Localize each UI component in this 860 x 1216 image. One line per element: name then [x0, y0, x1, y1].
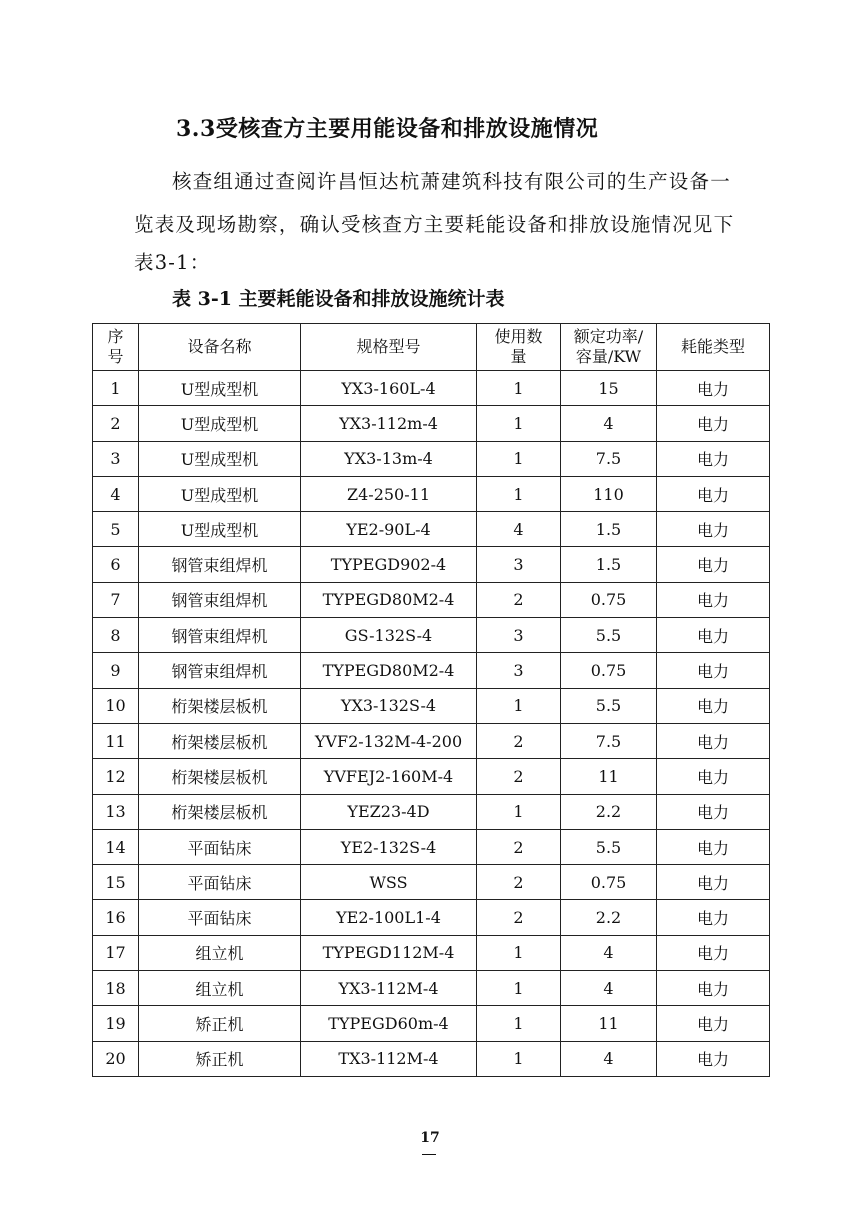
cell-qty: 1 — [477, 794, 561, 829]
cell-qty: 1 — [477, 688, 561, 723]
cell-no: 5 — [93, 512, 139, 547]
cell-name: 矫正机 — [139, 1006, 301, 1041]
cell-model: GS-132S-4 — [301, 618, 477, 653]
cell-no: 17 — [93, 935, 139, 970]
cell-name: 组立机 — [139, 971, 301, 1006]
cell-power: 110 — [561, 476, 657, 511]
cell-energy: 电力 — [657, 935, 770, 970]
cell-qty: 4 — [477, 512, 561, 547]
header-power-line1: 额定功率/ — [573, 327, 644, 346]
cell-name: 平面钻床 — [139, 865, 301, 900]
cell-energy: 电力 — [657, 723, 770, 758]
header-power-line2: 容量/KW — [575, 347, 642, 366]
cell-qty: 2 — [477, 900, 561, 935]
cell-energy: 电力 — [657, 794, 770, 829]
header-model: 规格型号 — [301, 324, 477, 371]
cell-energy: 电力 — [657, 512, 770, 547]
cell-energy: 电力 — [657, 618, 770, 653]
cell-model: WSS — [301, 865, 477, 900]
cell-model: YE2-90L-4 — [301, 512, 477, 547]
cell-model: TYPEGD902-4 — [301, 547, 477, 582]
table-row — [93, 829, 770, 864]
table-row — [93, 547, 770, 582]
cell-no: 2 — [93, 406, 139, 441]
header-energy: 耗能类型 — [657, 324, 770, 371]
cell-energy: 电力 — [657, 865, 770, 900]
cell-qty: 2 — [477, 723, 561, 758]
cell-qty: 1 — [477, 1006, 561, 1041]
cell-qty: 3 — [477, 547, 561, 582]
table-caption: 表 3-1 主要耗能设备和排放设施统计表 — [172, 288, 505, 310]
cell-energy: 电力 — [657, 653, 770, 688]
cell-no: 13 — [93, 794, 139, 829]
section-heading: 3.3受核查方主要用能设备和排放设施情况 — [176, 116, 599, 142]
cell-qty: 2 — [477, 759, 561, 794]
header-qty-line1: 使用数 — [494, 327, 543, 346]
cell-name: 矫正机 — [139, 1041, 301, 1076]
cell-power: 0.75 — [561, 865, 657, 900]
cell-name: 钢管束组焊机 — [139, 653, 301, 688]
cell-model: YX3-13m-4 — [301, 441, 477, 476]
cell-model: YEZ23-4D — [301, 794, 477, 829]
cell-energy: 电力 — [657, 406, 770, 441]
cell-no: 1 — [93, 371, 139, 406]
table-row — [93, 1006, 770, 1041]
cell-name: 平面钻床 — [139, 829, 301, 864]
cell-qty: 2 — [477, 865, 561, 900]
cell-power: 4 — [561, 406, 657, 441]
cell-model: YX3-160L-4 — [301, 371, 477, 406]
cell-model: TYPEGD112M-4 — [301, 935, 477, 970]
cell-model: YVF2-132M-4-200 — [301, 723, 477, 758]
cell-no: 6 — [93, 547, 139, 582]
cell-qty: 1 — [477, 935, 561, 970]
cell-model: TYPEGD80M2-4 — [301, 582, 477, 617]
table-row — [93, 406, 770, 441]
cell-model: YX3-132S-4 — [301, 688, 477, 723]
cell-model: YE2-100L1-4 — [301, 900, 477, 935]
cell-qty: 3 — [477, 618, 561, 653]
table-row — [93, 476, 770, 511]
cell-power: 11 — [561, 1006, 657, 1041]
cell-power: 2.2 — [561, 900, 657, 935]
cell-power: 5.5 — [561, 829, 657, 864]
cell-model: YX3-112m-4 — [301, 406, 477, 441]
cell-power: 5.5 — [561, 688, 657, 723]
cell-power: 15 — [561, 371, 657, 406]
cell-no: 4 — [93, 476, 139, 511]
table-row — [93, 759, 770, 794]
cell-power: 2.2 — [561, 794, 657, 829]
cell-name: U型成型机 — [139, 512, 301, 547]
cell-no: 10 — [93, 688, 139, 723]
table-header-row — [93, 324, 770, 371]
cell-name: U型成型机 — [139, 476, 301, 511]
table-row — [93, 688, 770, 723]
table-row — [93, 618, 770, 653]
cell-qty: 1 — [477, 476, 561, 511]
cell-power: 11 — [561, 759, 657, 794]
cell-model: YE2-132S-4 — [301, 829, 477, 864]
cell-energy: 电力 — [657, 759, 770, 794]
cell-name: 钢管束组焊机 — [139, 618, 301, 653]
header-no — [93, 324, 139, 371]
cell-name: 钢管束组焊机 — [139, 547, 301, 582]
header-qty-line2: 量 — [510, 347, 527, 366]
cell-model: TYPEGD80M2-4 — [301, 653, 477, 688]
table-row — [93, 794, 770, 829]
table-body — [93, 371, 770, 1077]
cell-qty: 3 — [477, 653, 561, 688]
cell-energy: 电力 — [657, 1006, 770, 1041]
cell-power: 4 — [561, 1041, 657, 1076]
header-no-line2: 号 — [107, 347, 124, 366]
page-number-underline — [422, 1154, 436, 1155]
cell-energy: 电力 — [657, 900, 770, 935]
cell-power: 4 — [561, 971, 657, 1006]
cell-power: 4 — [561, 935, 657, 970]
cell-power: 5.5 — [561, 618, 657, 653]
cell-power: 0.75 — [561, 582, 657, 617]
cell-qty: 1 — [477, 441, 561, 476]
cell-no: 15 — [93, 865, 139, 900]
cell-no: 9 — [93, 653, 139, 688]
table-row — [93, 1041, 770, 1076]
cell-no: 7 — [93, 582, 139, 617]
cell-qty: 1 — [477, 971, 561, 1006]
cell-name: 桁架楼层板机 — [139, 688, 301, 723]
table-row — [93, 371, 770, 406]
paragraph-line-1: 核查组通过查阅许昌恒达杭萧建筑科技有限公司的生产设备一 — [172, 170, 731, 193]
table-row — [93, 971, 770, 1006]
cell-qty: 1 — [477, 371, 561, 406]
cell-no: 18 — [93, 971, 139, 1006]
table-row — [93, 512, 770, 547]
cell-energy: 电力 — [657, 371, 770, 406]
cell-no: 16 — [93, 900, 139, 935]
cell-power: 1.5 — [561, 547, 657, 582]
cell-name: 桁架楼层板机 — [139, 723, 301, 758]
cell-name: 桁架楼层板机 — [139, 794, 301, 829]
cell-power: 0.75 — [561, 653, 657, 688]
cell-no: 14 — [93, 829, 139, 864]
cell-model: YVFEJ2-160M-4 — [301, 759, 477, 794]
cell-name: 平面钻床 — [139, 900, 301, 935]
cell-qty: 1 — [477, 406, 561, 441]
cell-power: 7.5 — [561, 723, 657, 758]
cell-energy: 电力 — [657, 582, 770, 617]
cell-no: 20 — [93, 1041, 139, 1076]
cell-name: 桁架楼层板机 — [139, 759, 301, 794]
cell-energy: 电力 — [657, 971, 770, 1006]
cell-energy: 电力 — [657, 476, 770, 511]
cell-power: 7.5 — [561, 441, 657, 476]
table-row — [93, 865, 770, 900]
cell-no: 12 — [93, 759, 139, 794]
header-name: 设备名称 — [139, 324, 301, 371]
paragraph-line-2: 览表及现场勘察，确认受核查方主要耗能设备和排放设施情况见下 — [134, 213, 735, 236]
paragraph-line-3: 表3-1： — [134, 251, 211, 274]
table-row — [93, 653, 770, 688]
cell-power: 1.5 — [561, 512, 657, 547]
table-row — [93, 441, 770, 476]
cell-energy: 电力 — [657, 441, 770, 476]
table-row — [93, 900, 770, 935]
cell-name: 组立机 — [139, 935, 301, 970]
cell-model: Z4-250-11 — [301, 476, 477, 511]
cell-no: 3 — [93, 441, 139, 476]
cell-name: U型成型机 — [139, 406, 301, 441]
cell-qty: 2 — [477, 582, 561, 617]
cell-qty: 1 — [477, 1041, 561, 1076]
header-power — [561, 324, 657, 371]
cell-model: YX3-112M-4 — [301, 971, 477, 1006]
header-qty — [477, 324, 561, 371]
cell-energy: 电力 — [657, 547, 770, 582]
cell-name: 钢管束组焊机 — [139, 582, 301, 617]
cell-no: 11 — [93, 723, 139, 758]
cell-model: TYPEGD60m-4 — [301, 1006, 477, 1041]
cell-model: TX3-112M-4 — [301, 1041, 477, 1076]
cell-no: 19 — [93, 1006, 139, 1041]
cell-energy: 电力 — [657, 1041, 770, 1076]
cell-energy: 电力 — [657, 688, 770, 723]
cell-name: U型成型机 — [139, 371, 301, 406]
header-no-line1: 序 — [107, 327, 124, 346]
cell-qty: 2 — [477, 829, 561, 864]
cell-no: 8 — [93, 618, 139, 653]
cell-name: U型成型机 — [139, 441, 301, 476]
table-row — [93, 935, 770, 970]
table-row — [93, 723, 770, 758]
table-row — [93, 582, 770, 617]
equipment-table — [92, 323, 770, 1077]
page-number: 17 — [420, 1130, 440, 1146]
cell-energy: 电力 — [657, 829, 770, 864]
